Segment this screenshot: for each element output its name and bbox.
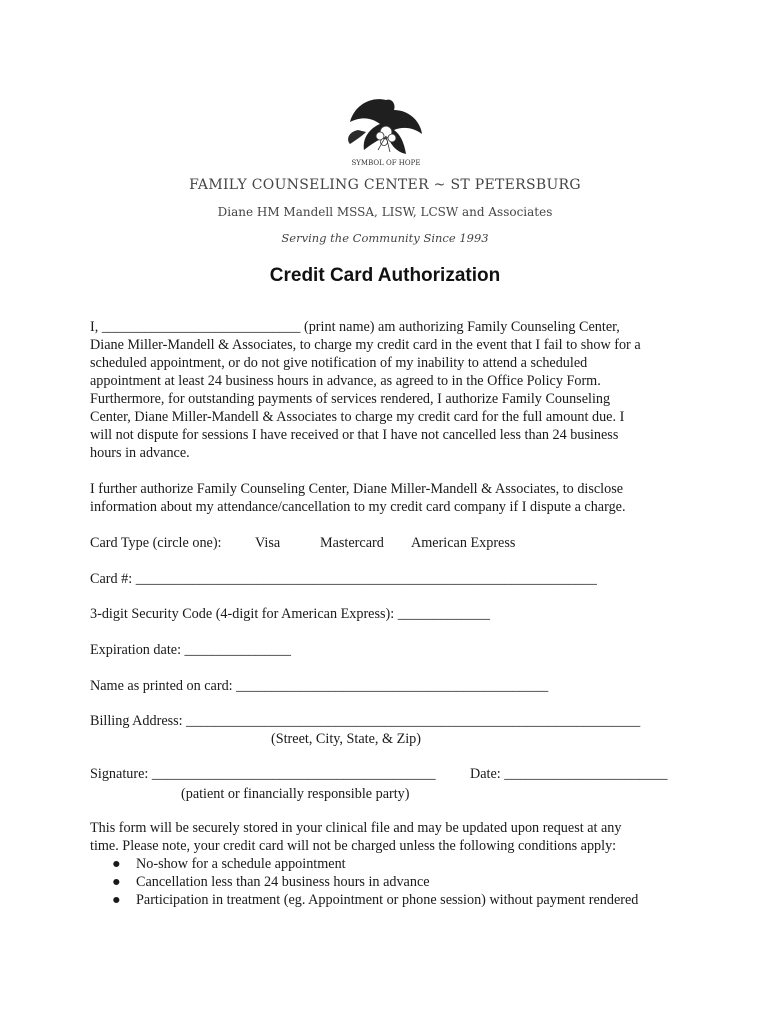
paragraph-line: This form will be securely stored in your clinical file and may be updated upon request at any <box>90 820 622 836</box>
paragraph-line: Furthermore, for outstanding payments of services rendered, I authorize Family Counseling <box>90 391 611 407</box>
list-item <box>112 855 638 873</box>
authorization-paragraph <box>90 318 690 462</box>
bullet-icon: ● <box>112 856 121 872</box>
billing-address-hint: (Street, City, State, & Zip) <box>271 731 421 747</box>
card-option-amex[interactable]: American Express <box>411 535 516 551</box>
paragraph-line: appointment at least 24 business hours in advance, as agreed to in the Office Policy Form. <box>90 373 601 389</box>
name-on-card-field[interactable]: Name as printed on card: ____________________________________________ <box>90 678 549 694</box>
list-item-text: No-show for a schedule appointment <box>136 856 346 872</box>
conditions-list <box>112 855 638 909</box>
paragraph-line: information about my attendance/cancellation to my credit card company if I dispute a charge. <box>90 499 626 515</box>
flower-leaf-logo-icon <box>340 92 432 168</box>
logo-caption: SYMBOL OF HOPE <box>351 159 421 167</box>
expiration-date-field[interactable]: Expiration date: _______________ <box>90 642 291 658</box>
paragraph-line: Diane Miller-Mandell & Associates, to charge my credit card in the event that I fail to show for a <box>90 337 641 353</box>
disclosure-paragraph <box>90 480 690 516</box>
list-item-text: Cancellation less than 24 business hours in advance <box>136 874 430 890</box>
billing-address-field[interactable]: Billing Address: ________________________________________________________________ <box>90 713 641 729</box>
card-number-field[interactable]: Card #: _________________________________________________________________ <box>90 571 597 587</box>
org-name: FAMILY COUNSELING CENTER ~ ST PETERSBURG <box>189 177 581 193</box>
list-item-text: Participation in treatment (eg. Appointment or phone session) without payment rendered <box>136 892 639 908</box>
signature-hint: (patient or financially responsible party) <box>181 786 410 802</box>
card-type-label: Card Type (circle one): <box>90 535 222 551</box>
paragraph-line: time. Please note, your credit card will not be charged unless the following conditions apply: <box>90 838 617 854</box>
card-option-mastercard[interactable]: Mastercard <box>320 535 384 551</box>
page-title: Credit Card Authorization <box>269 265 501 286</box>
practitioners-line: Diane HM Mandell MSSA, LISW, LCSW and Associates <box>217 205 553 219</box>
paragraph-line: I further authorize Family Counseling Center, Diane Miller-Mandell & Associates, to disclose <box>90 481 624 497</box>
closing-paragraph <box>90 819 690 855</box>
date-field[interactable]: Date: _______________________ <box>470 766 668 782</box>
paragraph-line: I, ____________________________ (print name) am authorizing Family Counseling Center, <box>90 319 620 335</box>
paragraph-line: scheduled appointment, or do not give notification of my inability to attend a scheduled <box>90 355 588 371</box>
paragraph-line: Center, Diane Miller-Mandell & Associates to charge my credit card for the full amount due. I <box>90 409 625 425</box>
paragraph-line: will not dispute for sessions I have received or that I have not cancelled less than 24 business <box>90 427 619 443</box>
card-option-visa[interactable]: Visa <box>255 535 281 551</box>
list-item <box>112 873 638 891</box>
signature-field[interactable]: Signature: ________________________________________ <box>90 766 436 782</box>
list-item <box>112 891 638 909</box>
paragraph-line: hours in advance. <box>90 445 190 461</box>
security-code-field[interactable]: 3-digit Security Code (4-digit for American Express): _____________ <box>90 606 490 622</box>
bullet-icon: ● <box>112 874 121 890</box>
tagline: Serving the Community Since 1993 <box>281 231 489 245</box>
bullet-icon: ● <box>112 892 121 908</box>
